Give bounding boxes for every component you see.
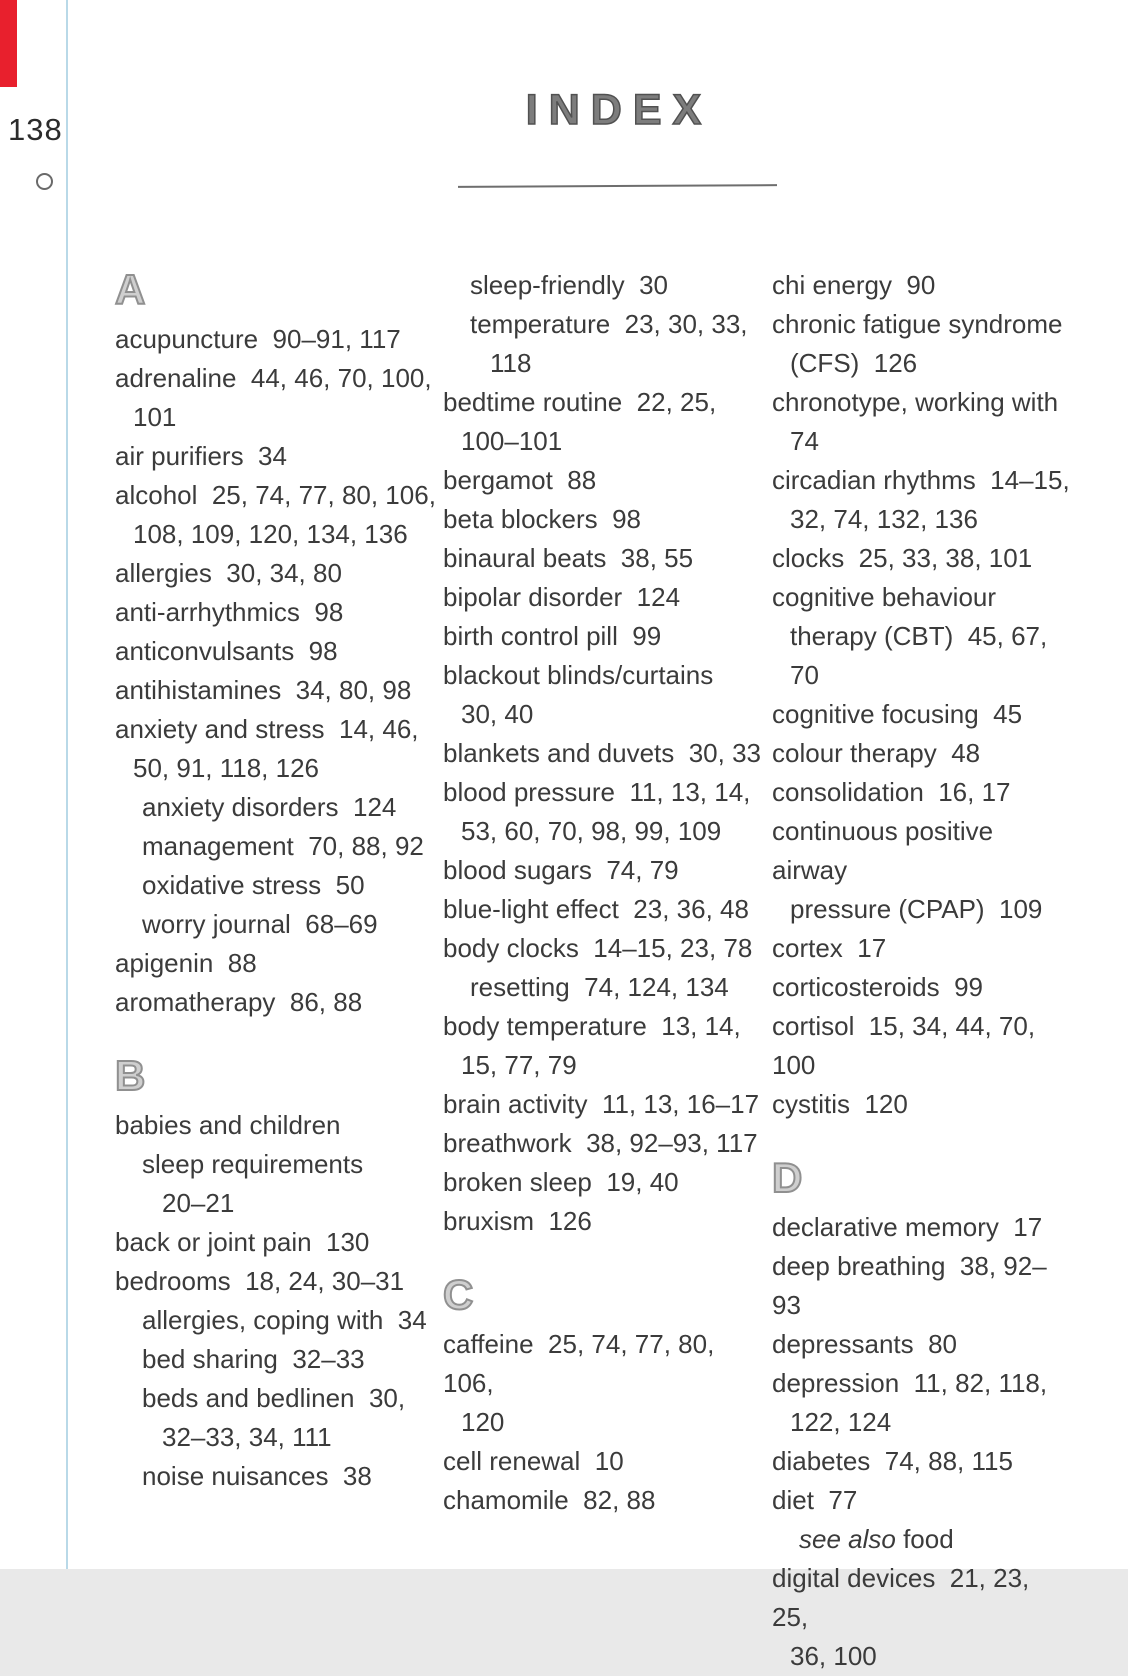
index-entry-line: 122, 124: [790, 1407, 892, 1437]
index-entry-line: cell renewal 10: [443, 1446, 624, 1476]
index-entry-line: digital devices 21, 23, 25,: [772, 1563, 1037, 1632]
index-entry-line: 120: [461, 1407, 505, 1437]
index-entry-line: allergies 30, 34, 80: [115, 558, 342, 588]
index-entry-line: 36, 100: [790, 1641, 877, 1671]
index-entry-line: circadian rhythms 14–15,: [772, 465, 1070, 495]
index-entry-line: brain activity 11, 13, 16–17: [443, 1089, 760, 1119]
index-column-1: [115, 266, 443, 1676]
index-entry-line: blood pressure 11, 13, 14,: [443, 777, 751, 807]
index-entry-line: cognitive focusing 45: [772, 699, 1023, 729]
index-subentry-line: resetting 74, 124, 134: [470, 972, 729, 1002]
index-entry-line: anxiety and stress 14, 46,: [115, 714, 419, 744]
page-edge-red-tab: [0, 0, 17, 87]
index-entry-line: depression 11, 82, 118,: [772, 1368, 1048, 1398]
index-entry-line: anticonvulsants 98: [115, 636, 338, 666]
index-subentry-line: see also food: [799, 1524, 954, 1554]
index-entry-line: 50, 91, 118, 126: [133, 753, 320, 783]
index-entry-line: blackout blinds/curtains: [443, 660, 714, 690]
index-entry-line: 74: [790, 426, 819, 456]
index-subentry-line: noise nuisances 38: [142, 1461, 372, 1491]
index-entry-line: cystitis 120: [772, 1089, 908, 1119]
index-entry-line: birth control pill 99: [443, 621, 662, 651]
index-entry-line: adrenaline 44, 46, 70, 100,: [115, 363, 432, 393]
index-entry-line: 15, 77, 79: [461, 1050, 577, 1080]
index-entry-line: binaural beats 38, 55: [443, 543, 694, 573]
index-subentry-line: allergies, coping with 34: [142, 1305, 427, 1335]
index-entry-line: bergamot 88: [443, 465, 597, 495]
index-entry-line: therapy (CBT) 45, 67, 70: [790, 621, 1055, 690]
index-entry-line: cognitive behaviour: [772, 582, 997, 612]
index-entry-line: 53, 60, 70, 98, 99, 109: [461, 816, 722, 846]
index-subentry-line: beds and bedlinen 30,: [142, 1383, 406, 1413]
index-entry-line: depressants 80: [772, 1329, 958, 1359]
index-subentry-line: management 70, 88, 92: [142, 831, 424, 861]
index-entry-line: apigenin 88: [115, 948, 257, 978]
index-subentry-line: 20–21: [162, 1188, 235, 1218]
index-entry-line: declarative memory 17: [772, 1212, 1043, 1242]
index-entry-line: continuous positive airway: [772, 816, 1001, 885]
index-entry-line: breathwork 38, 92–93, 117: [443, 1128, 758, 1158]
index-subentry-line: temperature 23, 30, 33,: [470, 309, 748, 339]
page-title: INDEX: [525, 86, 713, 134]
index-subentry-line: 32–33, 34, 111: [162, 1422, 332, 1452]
index-entry-line: chi energy 90: [772, 270, 936, 300]
index-entry-line: antihistamines 34, 80, 98: [115, 675, 412, 705]
index-entry-line: pressure (CPAP) 109: [790, 894, 1043, 924]
index-entry-line: chronic fatigue syndrome: [772, 309, 1063, 339]
index-subentry-line: bed sharing 32–33: [142, 1344, 365, 1374]
index-entry-line: bedtime routine 22, 25,: [443, 387, 717, 417]
index-entry-line: body temperature 13, 14,: [443, 1011, 741, 1041]
page-number: 138: [8, 112, 63, 147]
index-entry-line: blood sugars 74, 79: [443, 855, 679, 885]
index-entry-line: 32, 74, 132, 136: [790, 504, 978, 534]
index-entry-line: bruxism 126: [443, 1206, 592, 1236]
section-letter: B: [115, 1052, 146, 1099]
index-entry-line: chronotype, working with: [772, 387, 1059, 417]
index-entry-line: clocks 25, 33, 38, 101: [772, 543, 1033, 573]
title-divider: [458, 184, 777, 188]
index-entry-line: diabetes 74, 88, 115: [772, 1446, 1013, 1476]
index-column-3: [772, 266, 1072, 1676]
index-entry-line: blue-light effect 23, 36, 48: [443, 894, 749, 924]
index-entry-line: aromatherapy 86, 88: [115, 987, 363, 1017]
index-entry-line: beta blockers 98: [443, 504, 642, 534]
index-entry-line: alcohol 25, 74, 77, 80, 106,: [115, 480, 436, 510]
index-entry-line: corticosteroids 99: [772, 972, 983, 1002]
index-entry-line: consolidation 16, 17: [772, 777, 1011, 807]
section-letter: C: [443, 1271, 474, 1318]
index-entry-line: 108, 109, 120, 134, 136: [133, 519, 408, 549]
index-entry-line: deep breathing 38, 92–93: [772, 1251, 1047, 1320]
index-entry-line: broken sleep 19, 40: [443, 1167, 679, 1197]
index-entry-line: body clocks 14–15, 23, 78: [443, 933, 753, 963]
index-entry-line: blankets and duvets 30, 33: [443, 738, 762, 768]
index-subentry-line: sleep requirements: [142, 1149, 364, 1179]
index-columns: [115, 266, 1072, 1676]
index-entry-line: bedrooms 18, 24, 30–31: [115, 1266, 405, 1296]
index-subentry-line: sleep-friendly 30: [470, 270, 668, 300]
index-subentry-line: anxiety disorders 124: [142, 792, 397, 822]
index-entry-line: anti-arrhythmics 98: [115, 597, 344, 627]
index-entry-line: air purifiers 34: [115, 441, 287, 471]
index-entry-line: colour therapy 48: [772, 738, 981, 768]
index-entry-line: bipolar disorder 124: [443, 582, 681, 612]
index-entry-line: (CFS) 126: [790, 348, 918, 378]
index-entry-line: chamomile 82, 88: [443, 1485, 656, 1515]
section-letter: D: [772, 1154, 803, 1201]
index-entry-line: 100–101: [461, 426, 563, 456]
index-entry-line: acupuncture 90–91, 117: [115, 324, 401, 354]
index-entry-line: 101: [133, 402, 177, 432]
index-entry-line: 30, 40: [461, 699, 534, 729]
index-subentry-line: 118: [490, 348, 532, 378]
index-header: [455, 86, 777, 135]
index-entry-line: diet 77: [772, 1485, 858, 1515]
index-entry-line: babies and children: [115, 1110, 341, 1140]
margin-rule-line: [66, 0, 68, 1569]
see-also-label: see also: [799, 1524, 896, 1554]
circle-mark: [36, 173, 53, 190]
index-entry-line: caffeine 25, 74, 77, 80, 106,: [443, 1329, 722, 1398]
index-column-2: [443, 266, 772, 1676]
index-entry-line: back or joint pain 130: [115, 1227, 370, 1257]
index-subentry-line: oxidative stress 50: [142, 870, 365, 900]
section-letter: A: [115, 266, 146, 313]
index-entry-line: cortex 17: [772, 933, 887, 963]
index-entry-line: cortisol 15, 34, 44, 70, 100: [772, 1011, 1043, 1080]
index-subentry-line: worry journal 68–69: [142, 909, 378, 939]
